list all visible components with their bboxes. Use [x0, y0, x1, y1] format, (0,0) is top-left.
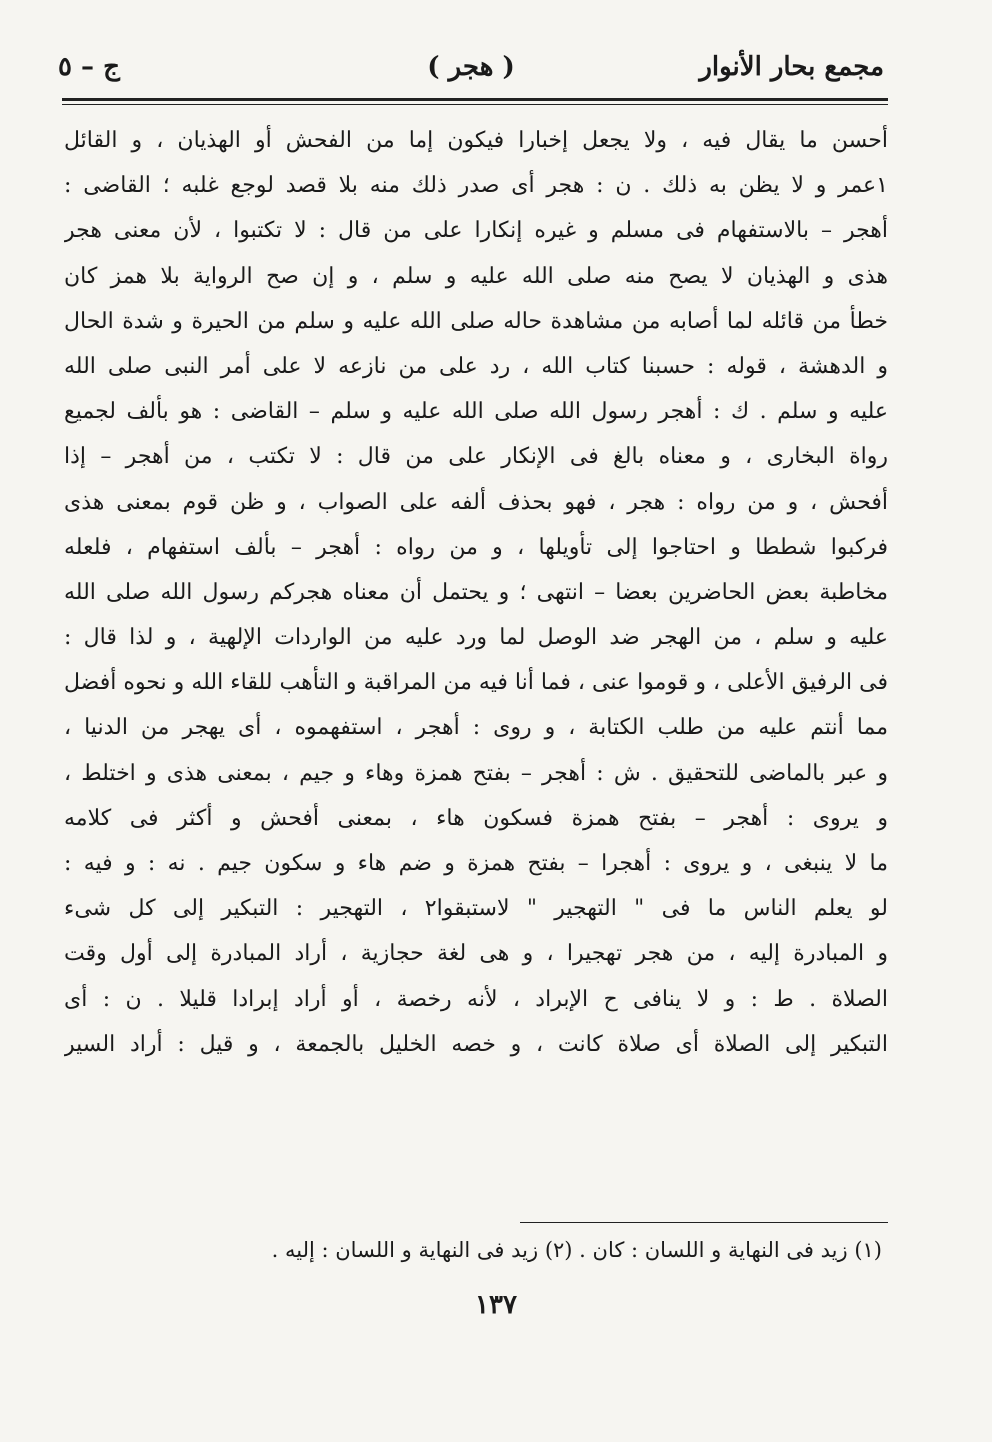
page-number: ١٣٧	[475, 1290, 517, 1320]
main-text	[64, 118, 888, 1067]
volume-label: ج – ٥	[58, 52, 120, 82]
text-line: الصلاة . ط : و لا ينافى ح الإبراد ، لأنه رخصة ، أو أراد إبرادا قليلا . ن : أى	[64, 986, 888, 1012]
text-line: أفحش ، و من رواه : هجر ، فهو بحذف ألفه على الصواب ، و ظن قوم بمعنى هذى	[64, 489, 888, 515]
text-line: خطأ من قائله لما أصابه من مشاهدة حاله صلى الله عليه و سلم من الحيرة و شدة الحال	[64, 308, 888, 334]
text-line: عليه و سلم . ك : أهجر رسول الله صلى الله عليه و سلم – القاضى : هو بألف لجميع	[64, 399, 888, 425]
section-title: ( هجر )	[427, 52, 515, 82]
text-line: هذى و الهذيان لا يصح منه صلى الله عليه و سلم ، و إن صح الرواية بلا همز كان	[64, 263, 888, 289]
text-line: و المبادرة إليه ، من هجر تهجيرا ، و هى لغة حجازية ، أراد المبادرة إلى أول وقت	[64, 941, 888, 967]
text-line: أهجر – بالاستفهام فى مسلم و غيره إنكارا على من قال : لا تكتبوا ، لأن معنى هجر	[64, 218, 888, 244]
text-line: و يروى : أهجر – بفتح همزة فسكون هاء ، بمعنى أفحش و أكثر فى كلامه	[64, 805, 888, 831]
text-line: لو يعلم الناس ما فى " التهجير " لاستبقوا٢ ، التهجير : التبكير إلى كل شىء	[64, 896, 888, 922]
text-line: أحسن ما يقال فيه ، ولا يجعل إخبارا فيكون إما من الفحش أو الهذيان ، و القائل	[64, 128, 888, 153]
footnotes: (١) زيد فى النهاية و اللسان : كان . (٢) زيد فى النهاية و اللسان : إليه .	[271, 1238, 882, 1262]
text-line: ١عمر و لا يظن به ذلك . ن : هجر أى صدر ذلك منه بلا قصد لوجع غلبه ؛ القاضى :	[64, 173, 888, 199]
footnote-rule	[520, 1222, 888, 1223]
text-line: مما أنتم عليه من طلب الكتابة ، و روى : أهجر ، استفهموه ، أى يهجر من الدنيا ،	[64, 715, 888, 741]
text-line: فركبوا شططا و احتاجوا إلى تأويلها ، و من رواه : أهجر – بألف استفهام ، فلعله	[64, 534, 888, 560]
header-rule-thick	[62, 98, 888, 101]
running-header	[58, 52, 884, 98]
text-line: التبكير إلى الصلاة أى صلاة كانت ، و خصه الخليل بالجمعة ، و قيل : أراد السير	[64, 1031, 888, 1057]
header-rule-thin	[62, 104, 888, 105]
text-line: مخاطبة بعض الحاضرين بعضا – انتهى ؛ و يحتمل أن معناه هجركم رسول الله صلى الله	[64, 579, 888, 605]
text-line: و الدهشة ، قوله : حسبنا كتاب الله ، رد على من نازعه لا على أمر النبى صلى الله	[64, 353, 888, 379]
text-line: فى الرفيق الأعلى ، و قوموا عنى ، فما أنا فيه من المراقبة و التأهب للقاء الله و نحوه أفضل	[64, 670, 888, 696]
text-line: ما لا ينبغى ، و يروى : أهجرا – بفتح همزة و ضم هاء و سكون جيم . نه : و فيه :	[64, 851, 888, 876]
text-line: و عبر بالماضى للتحقيق . ش : أهجر – بفتح همزة وهاء و جيم ، بمعنى هذى و اختلط ،	[64, 760, 888, 786]
book-title: مجمع بحار الأنوار	[699, 52, 884, 82]
text-line: عليه و سلم ، من الهجر ضد الوصل لما ورد عليه من الواردات الإلهية ، و لذا قال :	[64, 625, 888, 651]
text-line: رواة البخارى ، و معناه بالغ فى الإنكار على من قال : لا تكتب ، من أهجر – إذا	[64, 444, 888, 470]
